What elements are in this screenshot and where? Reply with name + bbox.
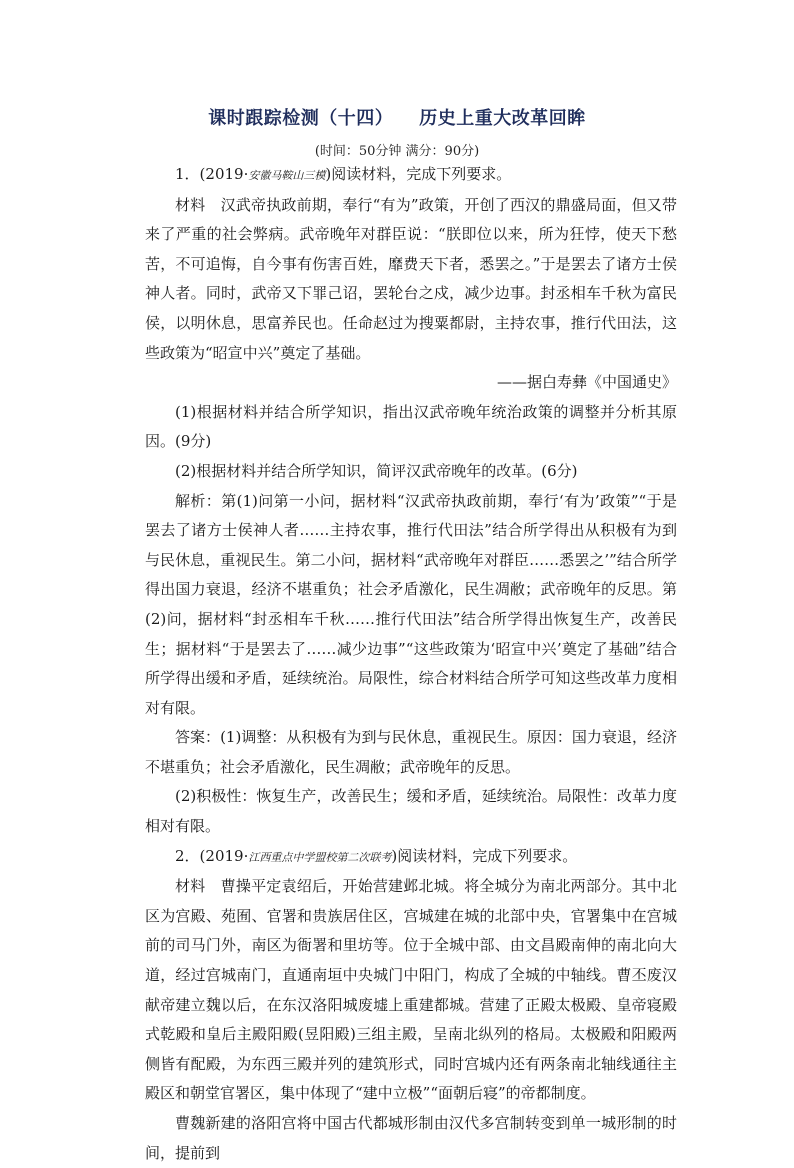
question-2-source: 江西重点中学盟校第二次联考 — [248, 850, 392, 864]
page-title — [0, 104, 794, 130]
question-2-header: 2．(2019·江西重点中学盟校第二次联考)阅读材料，完成下列要求。 — [175, 846, 578, 865]
question-1-answer-1: 答案：(1)调整：从积极有为到与民休息，重视民生。原因：国力衰退，经济不堪重负；社会矛盾激化，民生凋敝；武帝晚年的反思。 — [145, 728, 677, 776]
title-main: 课时跟踪检测（十四） — [208, 108, 394, 129]
question-1-material: 材料 汉武帝执政前期，奉行“有为”政策，开创了西汉的鼎盛局面，但又带来了严重的社会弊病。武帝晚年对群臣说：“朕即位以来，所为狂悖，使天下愁苦，不可追悔，自今事有伤害百姓，靡费天下者，悉罢之。”于是罢去了诸方士侯神人者。同时，武帝又下罪己诏，罢轮台之戍，减少边事。封丞相车千秋为富民侯，以明休息，思富养民也。任命赵过为搜粟都尉，主持农事，推行代田法，这些政策为“昭宣中兴”奠定了基础。 — [145, 195, 677, 362]
title-sub: 历史上重大改革回眸 — [419, 108, 586, 129]
question-1-answer-2: (2)积极性：恢复生产，改善民生；缓和矛盾，延续统治。局限性：改革力度相对有限。 — [145, 787, 677, 836]
question-1-header: 1．(2019·安徽马鞍山三模)阅读材料，完成下列要求。 — [175, 165, 512, 183]
document-body — [145, 160, 677, 1168]
question-1-part-2: (2)根据材料并结合所学知识，简评汉武帝晚年的改革。(6分) — [175, 461, 578, 480]
question-2-material-continued: 曹魏新建的洛阳宫将中国古代都城形制由汉代多宫制转变到单一城形制的时间，提前到 — [145, 1114, 677, 1162]
question-2-material: 材料 曹操平定袁绍后，开始营建邺北城。将全城分为南北两部分。其中北区为宫殿、苑囿、官署和贵族居住区，宫城建在城的北部中央，官署集中在宫城前的司马门外，南区为衙署和里坊等。位于全城中部、由文昌殿南伸的南北向大道，经过宫城南门，直通南垣中央城门中阳门，构成了全城的中轴线。曹丕废汉献帝建立魏以后，在东汉洛阳城废墟上重建都城。营建了正殿太极殿、皇帝寝殿式乾殿和皇后主殿阳殿(昱阳殿)三组主殿，呈南北纵列的格局。太极殿和阳殿两侧皆有配殿，为东西三殿并列的建筑形式，同时宫城内还有两条南北轴线通往主殿区和朝堂官署区，集中体现了“建中立极”“面朝后寝”的帝都制度。 — [145, 877, 677, 1103]
question-1-citation: ——据白寿彝《中国通史》 — [496, 373, 677, 392]
question-1-source: 安徽马鞍山三模 — [248, 169, 326, 182]
time-score-info: (时间：50分钟 满分：90分) — [314, 144, 480, 159]
question-1-analysis: 解析：第(1)问第一小问，据材料“汉武帝执政前期，奉行‘有为’政策”“于是罢去了诸方士侯神人者……主持农事，推行代田法”结合所学得出从积极有为到与民休息，重视民生。第二小问，据材料“武帝晚年对群臣……悉罢之’”结合所学得出国力衰退，经济不堪重负；社会矛盾激化，民生凋敝；武帝晚年的反思。第(2)问，据材料“封丞相车千秋……推行代田法”结合所学得出恢复生产，改善民生；据材料“于是罢去了……减少边事”“这些政策为‘昭宣中兴’奠定了基础”结合所学得出缓和矛盾，延续统治。局限性，综合材料结合所学可知这些改革力度相对有限。 — [145, 491, 677, 717]
question-1-part-1: (1)根据材料并结合所学知识，指出汉武帝晚年统治政策的调整并分析其原因。(9分) — [145, 402, 677, 451]
